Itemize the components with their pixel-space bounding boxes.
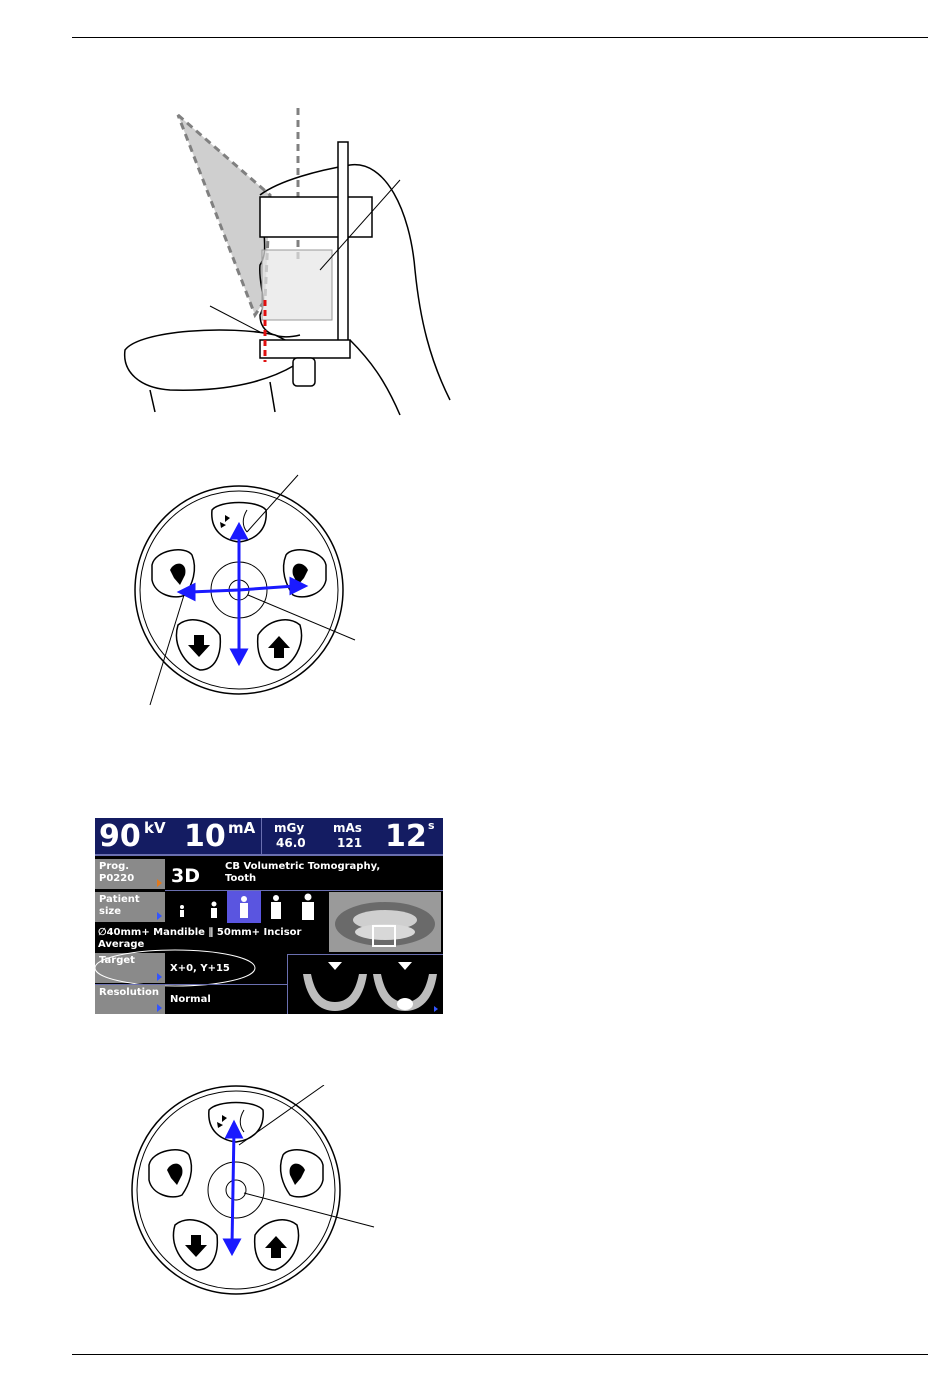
resolution-value: Normal — [170, 994, 211, 1005]
size-name: Average — [98, 939, 145, 950]
time-unit: s — [428, 819, 435, 832]
jaw-outline-icon — [295, 956, 441, 1014]
control-panel-screen — [95, 818, 443, 1014]
program-name-line1: CB Volumetric Tomography, — [225, 861, 381, 872]
header-rule — [72, 37, 928, 38]
chevron-right-icon — [157, 912, 162, 920]
time-value: 12 — [385, 819, 427, 854]
control-wheel-icon — [130, 470, 380, 710]
chevron-right-icon — [157, 879, 162, 887]
dose-label: mGy — [274, 821, 305, 835]
kv-unit: kV — [144, 819, 166, 837]
prog-button[interactable]: Prog. P0220 — [95, 859, 165, 889]
patient-head-illustration — [110, 100, 470, 420]
mas-label: mAs — [333, 821, 362, 835]
patient-size-icons — [170, 891, 325, 925]
resolution-button[interactable]: Resolution — [95, 985, 165, 1014]
target-value: X+0, Y+15 — [170, 963, 230, 974]
xray-preview-icon — [329, 892, 441, 952]
header-bottom-line — [95, 854, 443, 856]
header-divider — [261, 818, 262, 854]
footer-rule — [72, 1354, 928, 1355]
ma-value: 10 — [184, 819, 226, 854]
ma-unit: mA — [228, 819, 256, 837]
mode-label: 3D — [171, 865, 200, 887]
program-name-line2: Tooth — [225, 873, 257, 884]
fov-text: ∅40mm+ Mandible ∥ 50mm+ Incisor — [98, 927, 302, 938]
dose-value: 46.0 — [276, 836, 306, 850]
target-button[interactable]: Target — [95, 953, 165, 983]
control-wheel-icon — [124, 1085, 384, 1305]
patient-size-button[interactable]: Patient size — [95, 892, 165, 922]
kv-value: 90 — [99, 819, 141, 854]
mas-value: 121 — [337, 836, 363, 850]
chevron-right-icon — [157, 1004, 162, 1012]
